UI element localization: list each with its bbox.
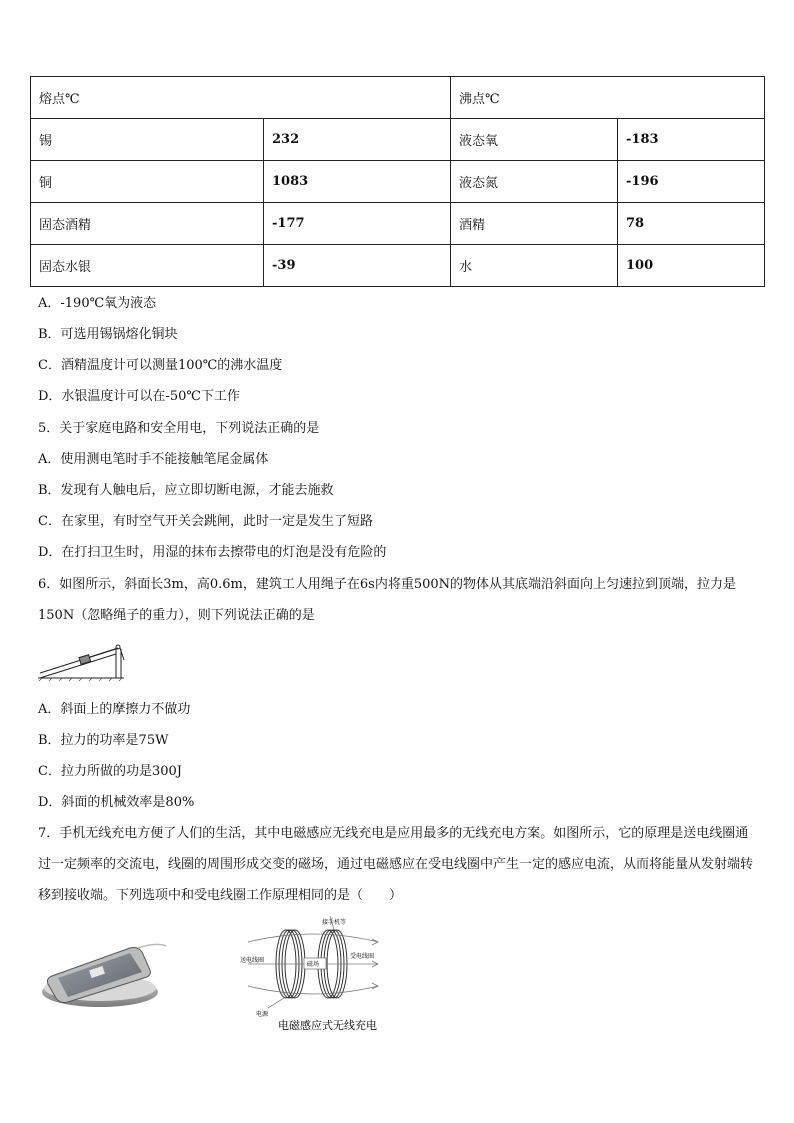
q5-option-a: A．使用测电笔时手不能接触笔尾金属体	[38, 452, 269, 467]
cell-melting: -177	[264, 203, 451, 245]
temperature-table	[30, 76, 765, 287]
figure-caption: 电磁感应式无线充电	[278, 1019, 377, 1032]
table-row	[31, 245, 765, 287]
table-header-row	[31, 77, 765, 119]
cell-substance: 固态酒精	[31, 203, 264, 245]
label-to-phone: 接手机等	[322, 919, 347, 926]
q5-option-d: D．在打扫卫生时，用湿的抹布去擦带电的灯泡是没有危险的	[38, 545, 387, 560]
q4-option-c: C．酒精温度计可以测量100℃的沸水温度	[38, 358, 283, 373]
table-row	[31, 119, 765, 161]
melting-point-header: 熔点℃	[31, 77, 451, 119]
boiling-point-header: 沸点℃	[451, 77, 765, 119]
q4-option-a: A．-190℃氧为液态	[38, 296, 157, 311]
label-power-source: 电源	[256, 1011, 269, 1018]
cell-substance: 固态水银	[31, 245, 264, 287]
induction-coil-diagram	[238, 912, 388, 1034]
cell-substance: 铜	[31, 161, 264, 203]
q6-option-c: C．拉力所做的功是300J	[38, 764, 182, 779]
q6-option-a: A．斜面上的摩擦力不做功	[38, 702, 191, 717]
q5-stem: 5．关于家庭电路和安全用电，下列说法正确的是	[38, 421, 320, 436]
label-receive-coil: 受电线圈	[350, 953, 375, 960]
q7-stem: 7．手机无线充电方便了人们的生活，其中电磁感应无线充电是应用最多的无线充电方案。如图所示，它的原理是送电线圈通过一定频率的交流电，线圈的周围形成交变的磁场，通过电磁感应在受电线圈中产生一定的感应电流，从而将能量从发射端转移到接收端。下列选项中和受电线圈工作原理相同的是（ ）	[38, 826, 754, 903]
q6-option-d: D．斜面的机械效率是80%	[38, 795, 195, 810]
q4-option-b: B．可选用锡锅熔化铜块	[38, 327, 178, 342]
cell-boiling: -183	[618, 119, 765, 161]
cell-boiling: 100	[618, 245, 765, 287]
cell-substance: 酒精	[451, 203, 618, 245]
cell-melting: 232	[264, 119, 451, 161]
table-row	[31, 203, 765, 245]
q6-option-b: B．拉力的功率是75W	[38, 733, 169, 748]
cell-melting: -39	[264, 245, 451, 287]
label-magnetic-field: 磁场	[307, 961, 320, 968]
q5-option-c: C．在家里，有时空气开关会跳闸，此时一定是发生了短路	[38, 514, 373, 529]
cell-substance: 液态氧	[451, 119, 618, 161]
label-send-coil: 送电线圈	[240, 957, 265, 964]
cell-substance: 锡	[31, 119, 264, 161]
phone-charger-image	[38, 940, 168, 1010]
q6-stem: 6．如图所示，斜面长3m，高0.6m，建筑工人用绳子在6s内将重500N的物体从其底端沿斜面向上匀速拉到顶端，拉力是150N（忽略绳子的重力），则下列说法正确的是	[38, 577, 737, 623]
cell-substance: 水	[451, 245, 618, 287]
table-row	[31, 161, 765, 203]
cell-boiling: -196	[618, 161, 765, 203]
cell-boiling: 78	[618, 203, 765, 245]
incline-figure	[36, 640, 128, 682]
q5-option-b: B．发现有人触电后，应立即切断电源，才能去施救	[38, 483, 334, 498]
cell-substance: 液态氮	[451, 161, 618, 203]
q4-option-d: D．水银温度计可以在-50℃下工作	[38, 389, 240, 404]
cell-melting: 1083	[264, 161, 451, 203]
